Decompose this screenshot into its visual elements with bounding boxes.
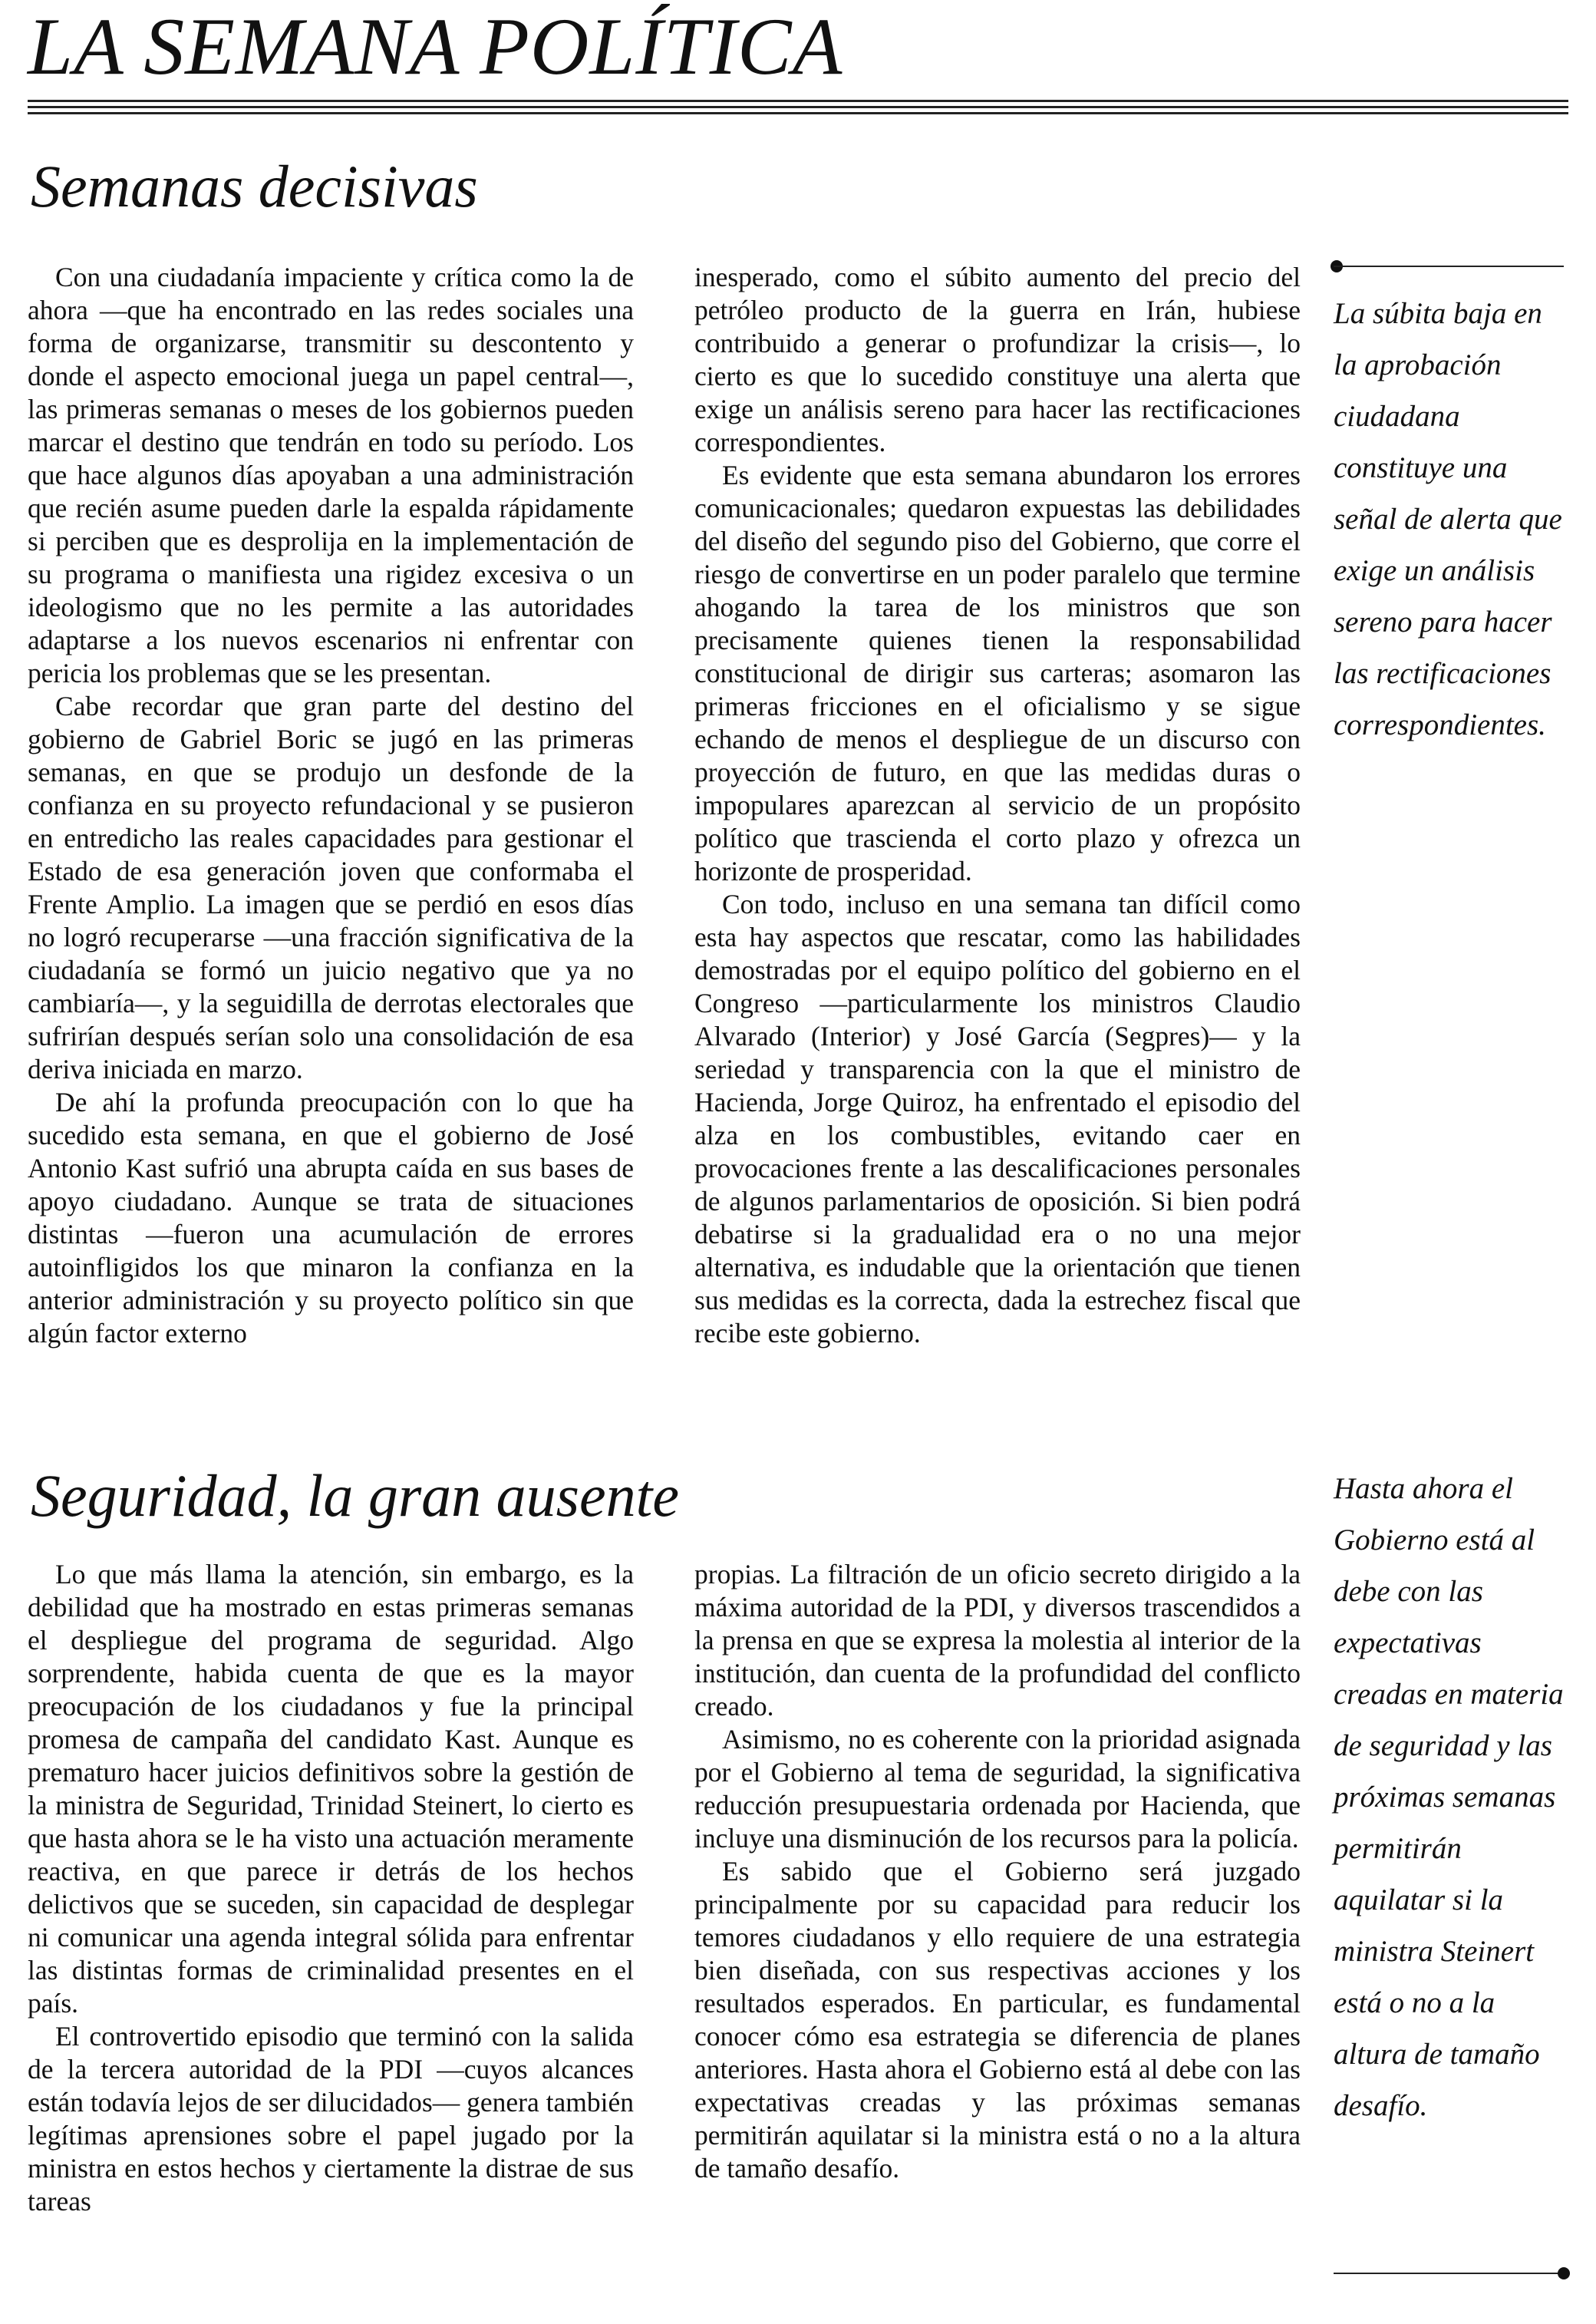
article-column (28, 261, 634, 1447)
paragraph: Cabe recordar que gran parte del destino del gobierno de Gabriel Boric se jugó en las primeras semanas, en que se produjo un desfonde de la confianza en su proyecto refundacional y se pusieron en entredicho las reales capacidades para gestionar el Estado de esa generación joven que conformaba el Frente Amplio. La imagen que se perdió en esos días no logró recuperarse —una fracción significativa de la ciudadanía se formó un juicio negativo que ya no cambiaría—, y la seguidilla de derrotas electorales que sufrirían después serían solo una consolidación de esa deriva iniciada en marzo. (28, 691, 634, 1084)
masthead-title: LA SEMANA POLÍTICA (28, 2, 843, 91)
article-column (694, 1558, 1301, 2310)
paragraph: Es evidente que esta semana abundaron los errores comunicacionales; quedaron expuestas las debilidades del diseño del segundo piso del Gobierno, que corre el riesgo de convertirse en un poder paralelo que termine ahogando la tarea de los ministros que son precisamente quienes tienen la responsabilidad constitucional de dirigir sus carteras; asomaron las primeras fricciones en el oficialismo y se sigue echando de menos el despliegue de un discurso con proyección de futuro, en que las medidas duras o impopulares aparezcan al servicio de un propósito político que trascienda el corto plazo y ofrezca un horizonte de prosperidad. (694, 460, 1301, 886)
paragraph: Lo que más llama la atención, sin embargo, es la debilidad que ha mostrado en estas primeras semanas el despliegue del programa de seguridad. Algo sorprendente, habida cuenta de que es la mayor preocupación de los ciudadanos y fue la principal promesa de campaña del candidato Kast. Aunque es prematuro hacer juicios definitivos sobre la gestión de la ministra de Seguridad, Trinidad Steinert, lo cierto es que hasta ahora se le ha visto una actuación meramente reactiva, en que parece ir detrás de los hechos delictivos que se suceden, sin capacidad de desplegar ni comunicar una agenda integral sólida para enfrentar las distintas formas de criminalidad presentes en el país. (28, 1559, 634, 2019)
paragraph: De ahí la profunda preocupación con lo que ha sucedido esta semana, en que el gobierno de José Antonio Kast sufrió una abrupta caída en sus bases de apoyo ciudadano. Aunque se trata de situaciones distintas —fueron una acumulación de errores autoinfligidos los que minaron la confianza en la anterior administración y su proyecto político sin que algún factor externo (28, 1087, 634, 1349)
paragraph: inesperado, como el súbito aumento del precio del petróleo producto de la guerra en Irán, hubiese contribuido a generar o profundizar la crisis—, lo cierto es que lo sucedido constituye una alerta que exige un análisis sereno para hacer las rectificaciones correspondientes. (694, 262, 1301, 457)
paragraph: Con una ciudadanía impaciente y crítica como la de ahora —que ha encontrado en las redes sociales una forma de organizarse, transmitir su descontento y donde el aspecto emocional juega un papel central—, las primeras semanas o meses de los gobiernos pueden marcar el destino que tendrán en todo su período. Los que hace algunos días apoyaban a una administración que recién asume pueden darle la espalda rápidamente si perciben que es desprolija en la implementación de su programa o manifiesta una rigidez excesiva o un ideologismo que no les permite a las autoridades adaptarse a los nuevos escenarios ni enfrentar con pericia los problemas que se les presentan. (28, 262, 634, 688)
masthead-rule (28, 100, 1568, 102)
paragraph: propias. La filtración de un oficio secreto dirigido a la máxima autoridad de la PDI, y diversos trascendidos a la prensa en que se expresa la molestia al interior de la institución, dan cuenta de la profundidad del conflicto creado. (694, 1559, 1301, 1722)
paragraph: El controvertido episodio que terminó con la salida de la tercera autoridad de la PDI —cuyos alcances están todavía lejos de ser dilucidados— genera también legítimas aprensiones sobre el papel jugado por la ministra en estos hechos y ciertamente la distrae de sus tareas (28, 2021, 634, 2217)
pullquote-rule (1334, 266, 1564, 267)
section-title-semanas-decisivas: Semanas decisivas (31, 153, 478, 220)
pullquote: Hasta ahora el Gobierno está al debe con las expectativas creadas en materia de seguridad y las próximas semanas permitirán aquilatar si la ministra Steinert está o no a la altura de tamaño desafío. (1334, 1472, 1564, 2122)
article-column (694, 261, 1301, 1447)
paragraph: Es sabido que el Gobierno será juzgado principalmente por su capacidad para reducir los temores ciudadanos y ello requiere de una estrategia bien diseñada, con sus respectivas acciones y los resultados esperados. En particular, es fundamental conocer cómo esa estrategia se diferencia de planes anteriores. Hasta ahora el Gobierno está al debe con las expectativas creadas y las próximas semanas permitirán aquilatar si la ministra está o no a la altura de tamaño desafío. (694, 1856, 1301, 2184)
pullquote-dot (1558, 2267, 1570, 2279)
article-column (28, 1558, 634, 2310)
section-title-seguridad: Seguridad, la gran ausente (31, 1462, 679, 1529)
masthead-rule (28, 112, 1568, 114)
pullquote: La súbita baja en la aprobación ciudadana constituye una señal de alerta que exige un análisis sereno para hacer las rectificaciones correspondientes. (1334, 297, 1562, 741)
pullquote-rule (1334, 2273, 1564, 2274)
paragraph: Asimismo, no es coherente con la prioridad asignada por el Gobierno al tema de seguridad, la significativa reducción presupuestaria ordenada por Hacienda, que incluye una disminución de los recursos para la policía. (694, 1724, 1301, 1854)
paragraph: Con todo, incluso en una semana tan difícil como esta hay aspectos que rescatar, como las habilidades demostradas por el equipo político del gobierno en el Congreso —particularmente los ministros Claudio Alvarado (Interior) y José García (Segpres)— y la seriedad y transparencia con la que el ministro de Hacienda, Jorge Quiroz, ha enfrentado el episodio del alza en los combustibles, evitando caer en provocaciones frente a las descalificaciones personales de algunos parlamentarios de oposición. Si bien podrá debatirse si la gradualidad era o no una mejor alternativa, es indudable que la orientación que tienen sus medidas es la correcta, dada la estrechez fiscal que recibe este gobierno. (694, 889, 1301, 1349)
masthead-rule (28, 106, 1568, 108)
